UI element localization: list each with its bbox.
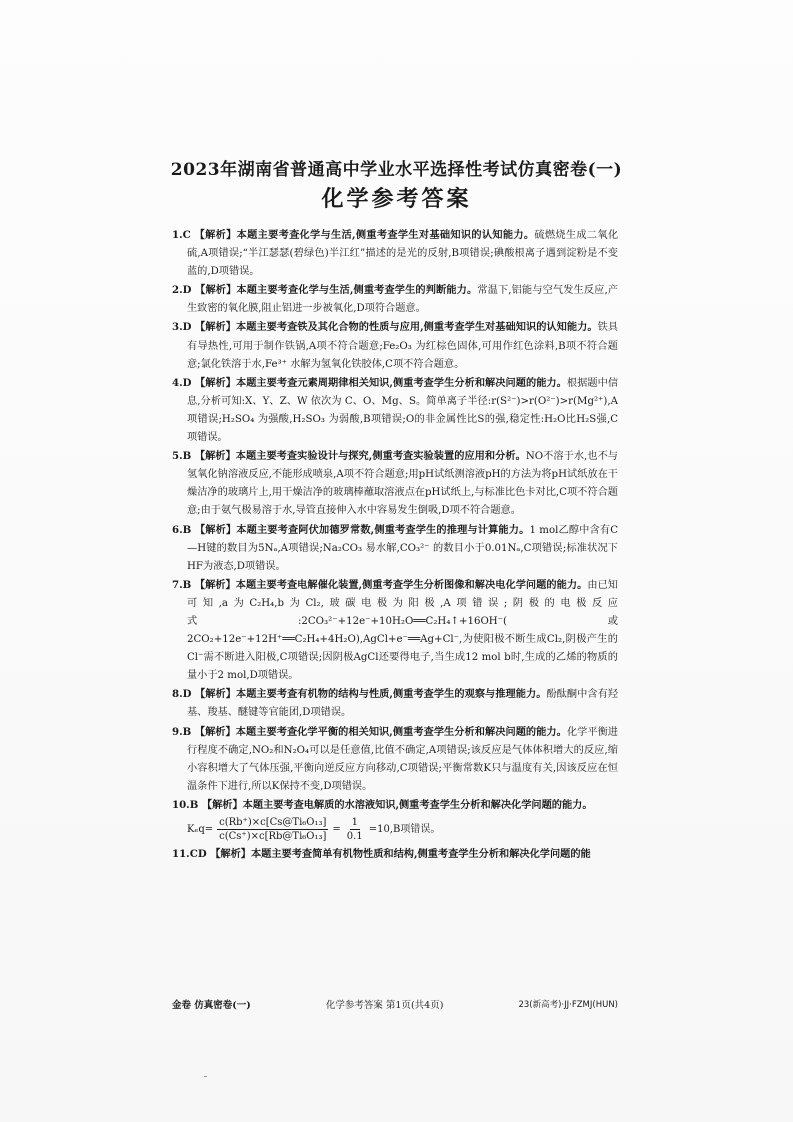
- answer-item-4: [172, 374, 618, 447]
- answer-lead: 4.D 【解析】本题主要考查元素周期律相关知识,侧重考查学生分析和解决问题的能力。: [172, 376, 567, 389]
- answer-lead: 10.B 【解析】本题主要考查电解质的水溶液知识,侧重考查学生分析和解决化学问题的能力。: [172, 798, 593, 811]
- answer-lead: 5.B 【解析】本题主要考查实验设计与探究,侧重考查实验装置的应用和分析。: [172, 450, 526, 463]
- scan-speck: [204, 1076, 207, 1077]
- equation-denominator: 0.1: [346, 831, 363, 842]
- answer-body: NO不溶于水,也不与氢氧化钠溶液反应,不能形成喷泉,A项不符合题意;用pH试纸测溶液pH的方法为将pH试纸放在干燥洁净的玻璃片上,用干燥洁净的玻璃棒蘸取溶液点在pH试纸上,与标准比色卡对比,C项不符合题意;由于氨气极易溶于水,导管直接伸入水中容易发生倒吸,D项不符合题意。: [187, 451, 618, 517]
- answer-lead: 3.D 【解析】本题主要考查铁及其化合物的性质与应用,侧重考查学生对基础知识的认知能力。: [172, 321, 598, 334]
- answer-lead: 1.C 【解析】本题主要考查化学与生活,侧重考查学生对基础知识的认知能力。: [172, 229, 535, 241]
- answer-item-6: [172, 521, 618, 576]
- answer-body: 1 mol乙醇中含有C—H键的数目为5Nₐ,A项错误;Na₂CO₃ 易水解,CO₃²⁻ 的数目小于0.01Nₐ,C项错误;标准状况下HF为液态,D项错误。: [187, 524, 618, 572]
- answer-list: [172, 226, 618, 864]
- footer-series: 金卷 仿真密卷(一): [172, 1000, 251, 1011]
- answer-body: 化学平衡进行程度不确定,NO₂和N₂O₄可以是任意值,比值不确定,A项错误;该反应是气体体积增大的反应,缩小容积增大了气体压强,平衡向逆反应方向移动,C项错误;平衡常数K只与温度有关,因该反应在恒温条件下进行,所以K保持不变,D项错误。: [187, 726, 618, 792]
- equation-equals: =: [332, 824, 341, 835]
- answer-lead: 8.D 【解析】本题主要考查有机物的结构与性质,侧重考查学生的观察与推理能力。: [172, 688, 547, 701]
- answer-lead: 7.B 【解析】本题主要考查电解催化装置,侧重考查学生分析图像和解决电化学问题的能力。: [172, 578, 588, 591]
- answer-item-7: [172, 576, 618, 686]
- answer-item-2: [172, 281, 618, 318]
- equation-fraction-1: [217, 816, 328, 843]
- answer-lead: 11.CD 【解析】本题主要考查简单有机物性质和结构,侧重考查学生分析和解决化学问题的能: [172, 848, 591, 860]
- answer-body: 铁具有导热性,可用于制作铁锅,A项不符合题意;Fe₂O₃ 为红棕色固体,可用作红色涂料,B项不符合题意;氯化铁溶于水,Fe³⁺ 水解为氢氧化铁胶体,C项不符合题意。: [187, 322, 619, 370]
- answer-body: 由已知可知,a为C₂H₄,b为Cl₂,玻碳电极为阳极,A项错误;阴极的电极反应式:2CO₃²⁻+12e⁻+10H₂O══C₂H₄↑+16OH⁻(或2CO₂+12e⁻+12H⁺══C₂H₄+4H₂O),AgCl+e⁻══Ag+Cl⁻,为使阳极不断生成Cl₂,阴极产生的Cl⁻需不断进入阳极,C项错误;因阴极AgCl还要得电子,当生成12 mol b时,生成的乙烯的物质的量小于2 mol,D项错误。: [187, 579, 618, 682]
- footer-page-info: 化学参考答案 第1页(共4页): [325, 1000, 444, 1011]
- answer-body: 酚酞酮中含有羟基、羧基、醚键等官能团,D项错误。: [187, 689, 618, 719]
- answer-item-5: [172, 447, 618, 520]
- answer-item-11: [172, 845, 618, 864]
- equation-result: =10,B项错误。: [368, 824, 441, 835]
- answer-body: 常温下,铝能与空气发生反应,产生致密的氧化膜,阻止铝进一步被氧化,D项符合题意。: [187, 285, 619, 315]
- answer-item-10: [172, 796, 618, 815]
- equation-numerator: c(Rb⁺)×c[Cs@Ti₆O₁₃]: [219, 817, 327, 828]
- answer-body: 根据题中信息,分析可知:X、Y、Z、W 依次为 C、O、Mg、S。简单离子半径:r(S²⁻)>r(O²⁻)>r(Mg²⁺),A项错误;H₂SO₄ 为强酸,H₂SO₃ 为弱酸,B项错误;O的非金属性比S的强,稳定性:H₂O比H₂S强,C项错误。: [187, 377, 619, 444]
- equation-lhs: Kₑq=: [187, 824, 214, 835]
- page-footer: [172, 997, 618, 1011]
- answer-title: 化学参考答案: [321, 186, 472, 212]
- equation-numerator: 1: [351, 817, 358, 828]
- answer-lead: 6.B 【解析】本题主要考查阿伏加德罗常数,侧重考查学生的推理与计算能力。: [172, 523, 530, 536]
- equation-denominator: c(Cs⁺)×c[Rb@Ti₆O₁₃]: [219, 831, 327, 842]
- exam-title: 2023年湖南省普通高中学业水平选择性考试仿真密卷(一): [170, 160, 623, 180]
- equation-fraction-2: [345, 816, 365, 843]
- answer-item-3: [172, 318, 618, 373]
- answer-item-9: [172, 723, 618, 796]
- equilibrium-constant-equation: [172, 816, 618, 843]
- answer-body: 硫燃烧生成二氧化硫,A项错误;“半江瑟瑟(碧绿色)半江红”描述的是光的反射,B项错误;碘酸根离子遇到淀粉是不变蓝的,D项错误。: [187, 230, 619, 278]
- answer-item-1: [172, 226, 618, 281]
- answer-lead: 2.D 【解析】本题主要考查化学与生活,侧重考查学生的判断能力。: [172, 284, 478, 297]
- answer-item-8: [172, 685, 618, 722]
- footer-code: 23(新高考)·JJ·FZMJ(HUN): [518, 1000, 618, 1010]
- answer-lead: 9.B 【解析】本题主要考查化学平衡的相关知识,侧重考查学生分析和解决问题的能力。: [172, 725, 567, 738]
